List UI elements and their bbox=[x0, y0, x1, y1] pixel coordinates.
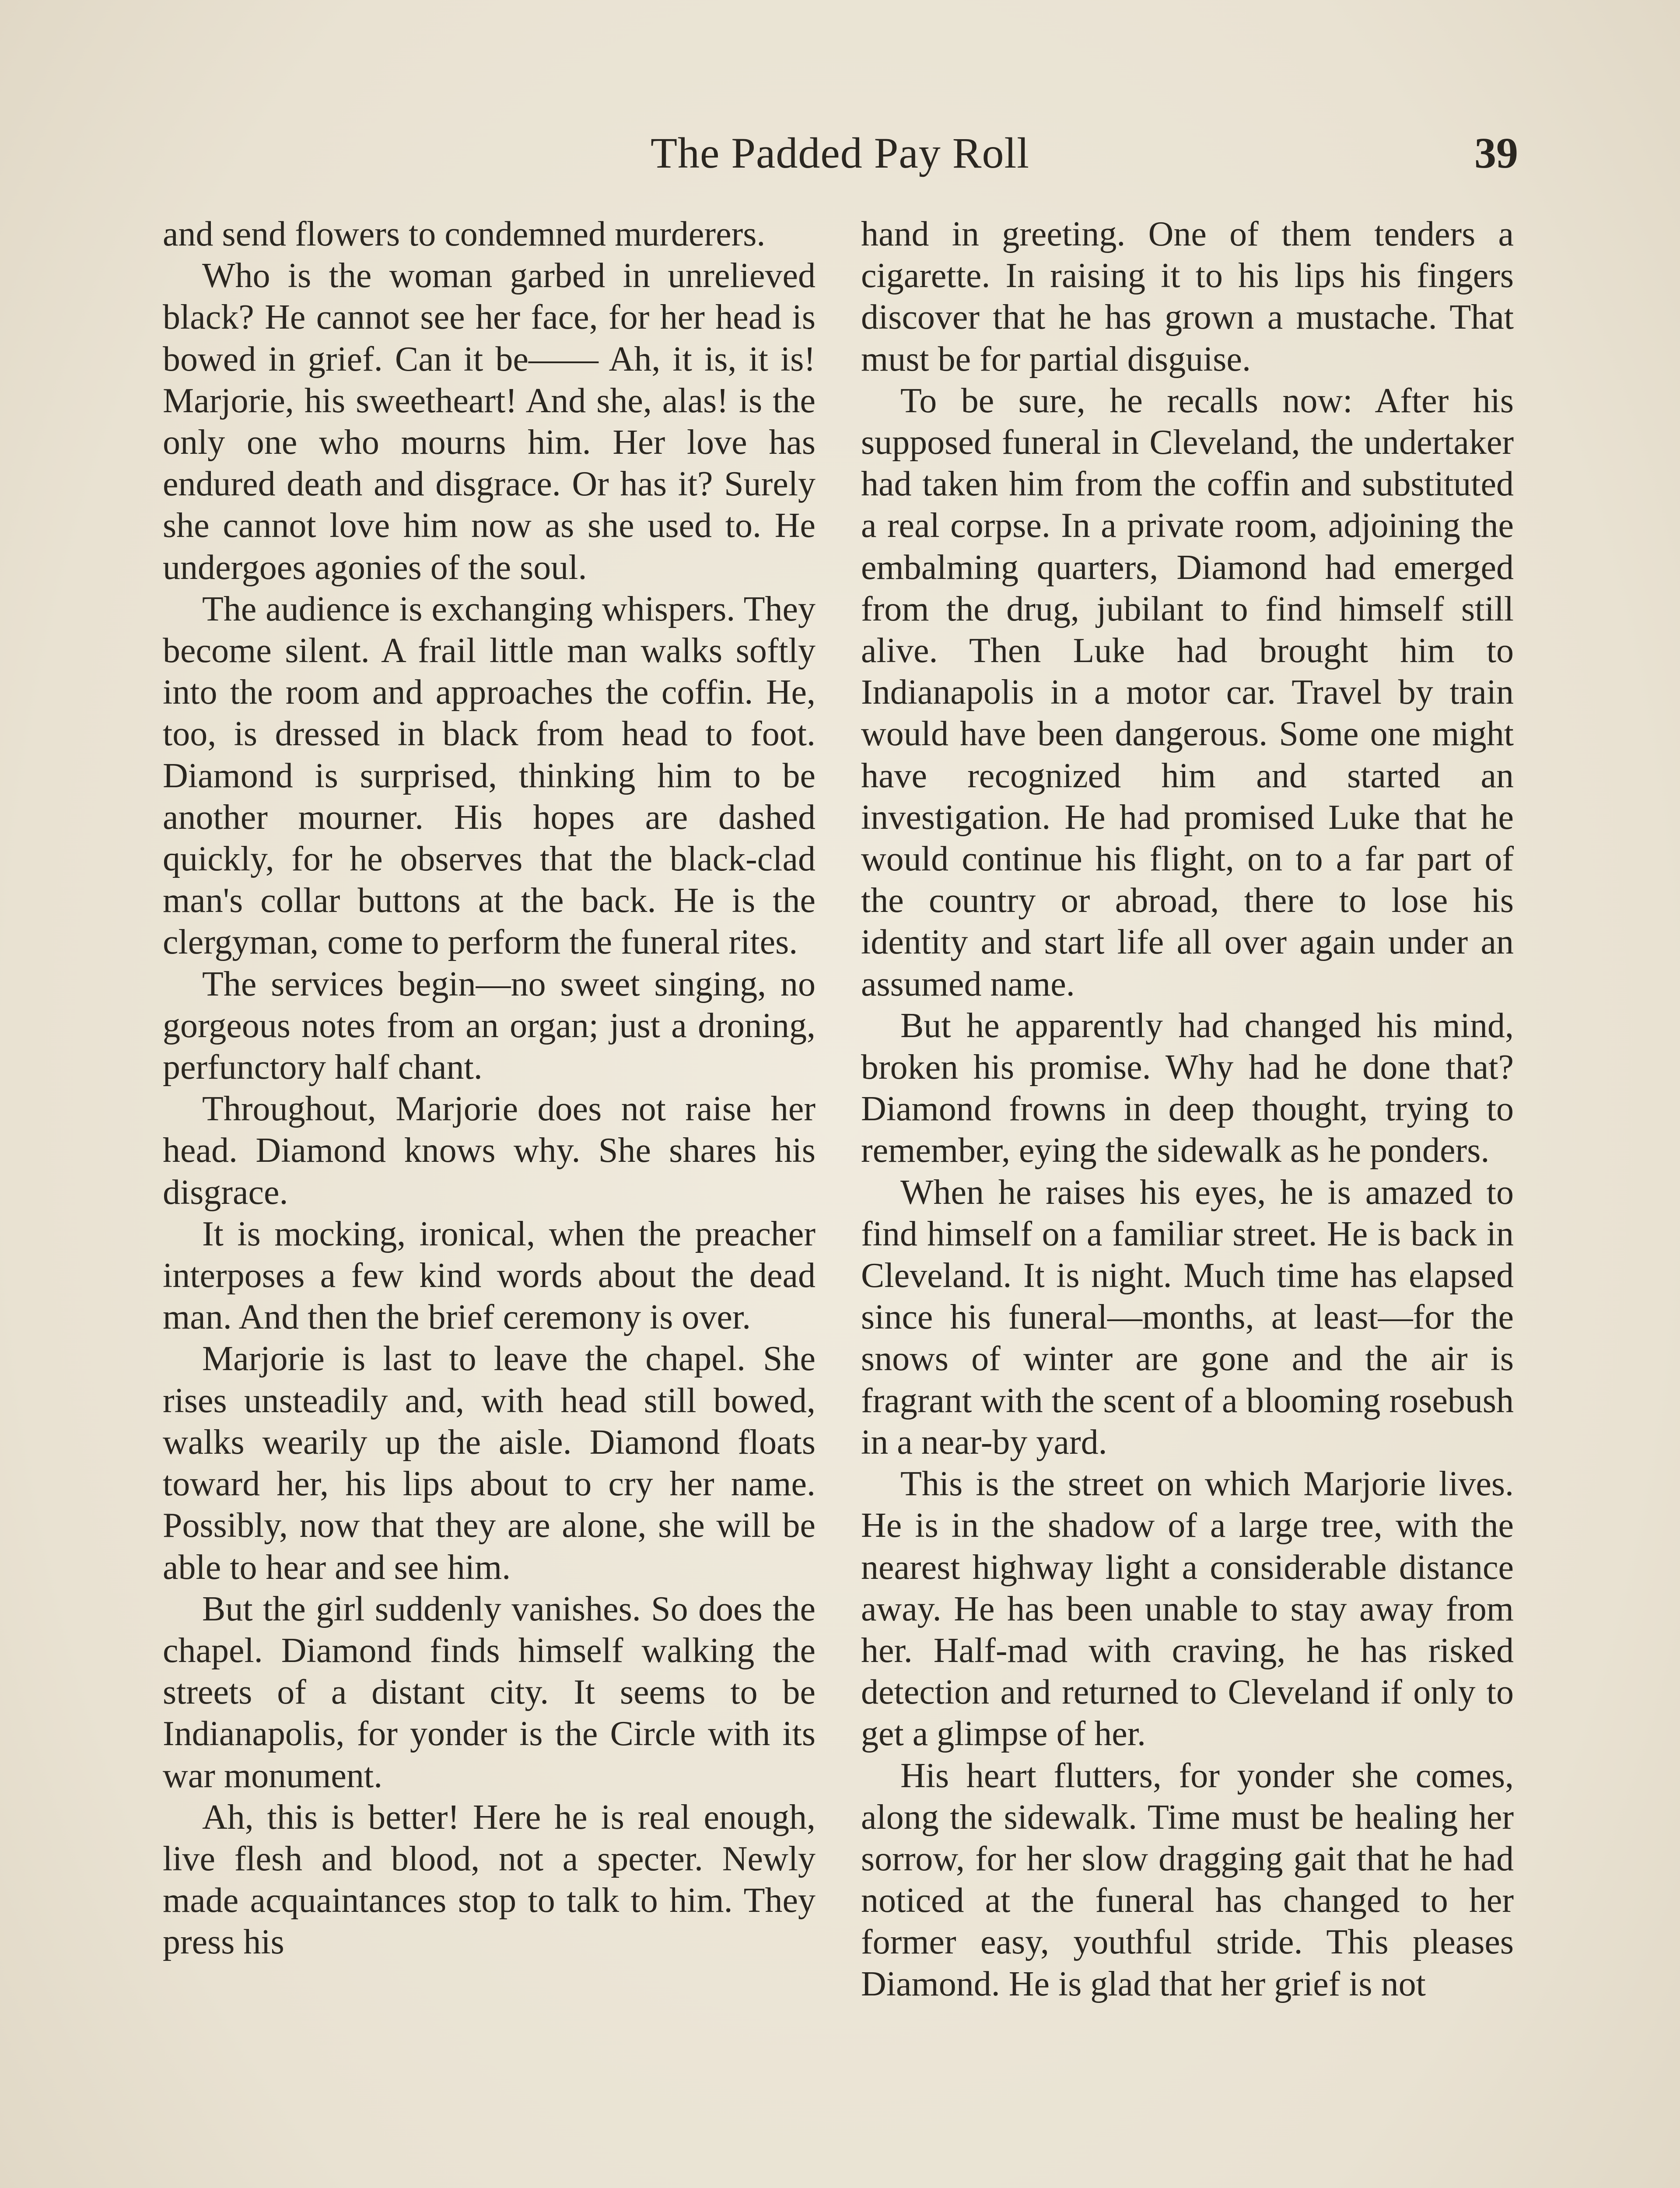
paragraph: Throughout, Marjorie does not raise her head. Diamond knows why. She shares his disgrace. bbox=[163, 1090, 816, 1212]
paragraph: To be sure, he recalls now: After his supposed funeral in Cleveland, the undertaker had taken him from the coffin and substituted a real corpse. In a private room, adjoining the embalming quarters, Diamond had emerged from the drug, jubilant to find himself still alive. Then Luke had brought him to Indianapolis in a motor car. Travel by train would have been dangerous. Some one might have recognized him and started an investigation. He had promised Luke that he would continue his flight, on to a far part of the country or abroad, there to lose his identity and start life all over again under an assumed name. bbox=[861, 381, 1514, 1003]
paragraph: When he raises his eyes, he is amazed to find himself on a familiar street. He is back in Cleveland. It is night. Much time has elapsed since his funeral—months, at least—for the snows of winter are gone and the air is fragrant with the scent of a blooming rosebush in a near-by yard. bbox=[861, 1173, 1514, 1462]
paragraph: Ah, this is better! Here he is real enough, live flesh and blood, not a specter. Newly made acquaintances stop to talk to him. They press his bbox=[163, 1798, 816, 1962]
running-head-title: The Padded Pay Roll bbox=[650, 129, 1030, 177]
right-column bbox=[861, 214, 1514, 2005]
paragraph: The services begin—no sweet singing, no gorgeous notes from an organ; just a droning, perfunctory half chant. bbox=[163, 964, 816, 1087]
paragraph: It is mocking, ironical, when the preacher interposes a few kind words about the dead man. And then the brief ceremony is over. bbox=[163, 1214, 816, 1337]
left-column bbox=[163, 214, 816, 1964]
paragraph: But the girl suddenly vanishes. So does the chapel. Diamond finds himself walking the streets of a distant city. It seems to be Indianapolis, for yonder is the Circle with its war monument. bbox=[163, 1589, 816, 1795]
paragraph: and send flowers to condemned murderers. bbox=[163, 215, 766, 253]
paragraph: This is the street on which Marjorie lives. He is in the shadow of a large tree, with the nearest highway light a considerable distance away. He has been unable to stay away from her. Half-mad with craving, he has risked detection and returned to Cleveland if only to get a glimpse of her. bbox=[861, 1465, 1514, 1753]
paragraph: But he apparently had changed his mind, broken his promise. Why had he done that? Diamond frowns in deep thought, trying to remember, eying the sidewalk as he ponders. bbox=[861, 1006, 1514, 1170]
page-header bbox=[162, 123, 1518, 184]
paragraph: The audience is exchanging whispers. They become silent. A frail little man walks softly into the room and approaches the coffin. He, too, is dressed in black from head to foot. Diamond is surprised, thinking him to be another mourner. His hopes are dashed quickly, for he observes that the black-clad man's collar buttons at the back. He is the clergyman, come to perform the funeral rites. bbox=[163, 589, 816, 962]
paragraph: His heart flutters, for yonder she comes, along the sidewalk. Time must be healing her sorrow, for her slow dragging gait that he had noticed at the funeral has changed to her former easy, youthful stride. This pleases Diamond. He is glad that her grief is not bbox=[861, 1756, 1514, 2003]
page-number: 39 bbox=[1474, 129, 1518, 177]
paragraph: Marjorie is last to leave the chapel. She rises unsteadily and, with head still bowed, walks wearily up the aisle. Diamond floats toward her, his lips about to cry her name. Possibly, now that they are alone, she will be able to hear and see him. bbox=[163, 1339, 816, 1587]
paragraph: hand in greeting. One of them tenders a cigarette. In raising it to his lips his fingers discover that he has grown a mustache. That must be for partial disguise. bbox=[861, 215, 1514, 379]
paragraph: Who is the woman garbed in unrelieved black? He cannot see her face, for her head is bowed in grief. Can it be—— Ah, it is, it is! Marjorie, his sweetheart! And she, alas! is the only one who mourns him. Her love has endured death and disgrace. Or has it? Surely she cannot love him now as she used to. He undergoes agonies of the soul. bbox=[163, 256, 816, 587]
